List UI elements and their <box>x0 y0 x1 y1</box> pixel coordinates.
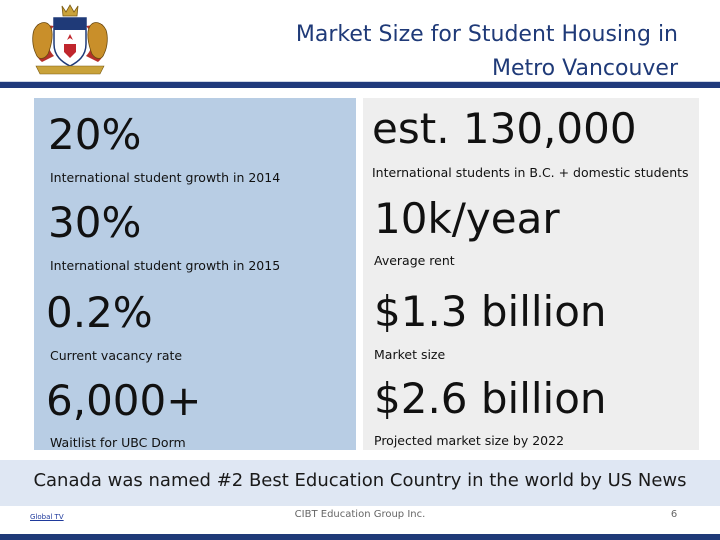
stat-value-ubc-waitlist: 6,000+ <box>46 376 202 425</box>
footer-bar <box>0 534 720 540</box>
stat-value-vacancy-rate: 0.2% <box>46 288 153 337</box>
slide-number: 6 <box>670 509 678 520</box>
stat-value-average-rent: 10k/year <box>374 194 560 243</box>
page-title <box>258 18 678 86</box>
coat-of-arms-logo-icon <box>24 4 116 80</box>
stat-value-total-students: est. 130,000 <box>372 104 637 153</box>
stat-label-vacancy-rate: Current vacancy rate <box>50 348 183 363</box>
stat-label-ubc-waitlist: Waitlist for UBC Dorm <box>50 435 186 450</box>
stat-label-projected-market-size: Projected market size by 2022 <box>374 433 565 448</box>
banner-text: Canada was named #2 Best Education Country in the world by US News <box>33 470 687 491</box>
stat-value-market-size: $1.3 billion <box>374 287 607 336</box>
stat-value-projected-market-size: $2.6 billion <box>374 374 607 423</box>
stat-value-intl-growth-2014: 20% <box>48 110 142 159</box>
stat-label-average-rent: Average rent <box>374 253 455 268</box>
page-title-line-2: Metro Vancouver <box>491 56 678 81</box>
page-title-line-1: Market Size for Student Housing in <box>295 22 678 47</box>
stat-label-intl-growth-2015: International student growth in 2015 <box>50 258 281 273</box>
source-link[interactable]: Global TV <box>30 513 64 521</box>
stat-label-intl-growth-2014: International student growth in 2014 <box>50 170 281 185</box>
footer-company: CIBT Education Group Inc. <box>294 509 426 520</box>
stat-label-market-size: Market size <box>374 347 446 362</box>
stat-label-total-students: International students in B.C. + domestic students <box>372 165 689 180</box>
stat-value-intl-growth-2015: 30% <box>48 198 142 247</box>
